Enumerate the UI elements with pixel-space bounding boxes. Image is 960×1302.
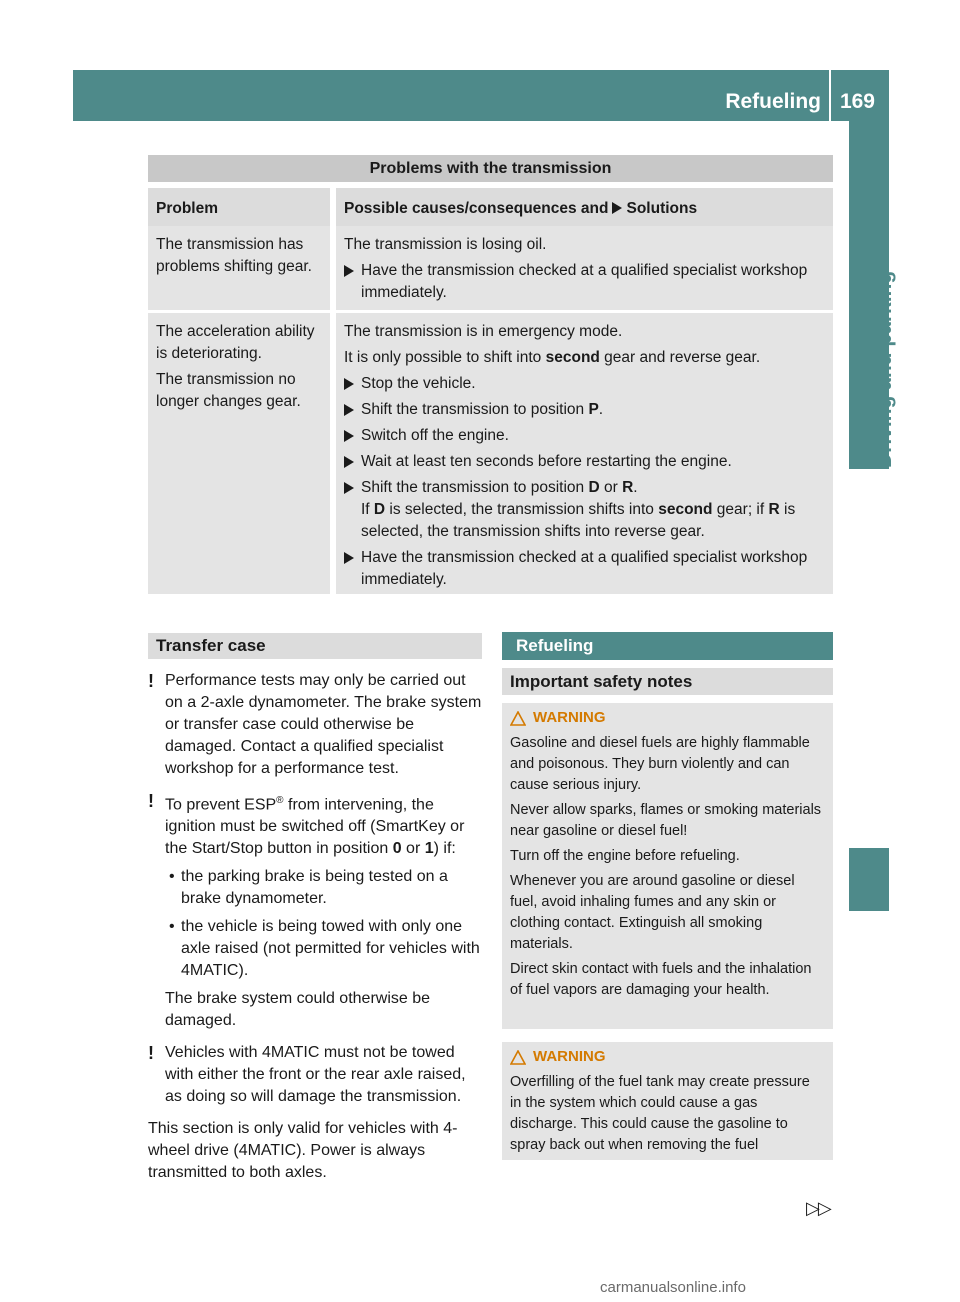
warning-triangle-icon [510,711,526,726]
action-step: Have the transmission checked at a qualified specialist workshop immediately. [344,547,825,591]
arrow-icon [612,202,622,214]
page-header [73,70,889,121]
footer-watermark: carmanualsonline.info [600,1279,746,1296]
warning-title: WARNING [533,709,606,726]
bullet-icon: • [169,868,175,886]
exclamation-icon: ! [148,1043,154,1064]
action-step: Wait at least ten seconds before restarting the engine. [344,451,825,473]
solution-cell: The transmission is losing oil. Have the transmission checked at a qualified specialist workshop immediately. [336,226,833,310]
notice: ! To prevent ESP® from intervening, the ignition must be switched off (SmartKey or the Start/Stop button in position 0 or 1) if: • the parking brake is being tested on a brake dynamometer. • the vehicle is being towed with only one axle raised (not permitted for vehicles with 4MATIC). The brake system could otherwise be damaged. [148,790,482,1032]
table-header-row [148,188,833,231]
action-step: Shift the transmission to position P. [344,399,825,421]
action-step: Have the transmission checked at a qualified specialist workshop immediately. [344,260,825,304]
notice: ! Performance tests may only be carried out on a 2-axle dynamometer. The brake system or transfer case could otherwise be damaged. Contact a qualified specialist workshop for a performance test. [148,671,482,777]
page-number: 169 [839,90,875,113]
header-divider [829,70,831,121]
arrow-icon [344,456,354,468]
warning-title: WARNING [533,1048,606,1065]
exclamation-icon: ! [148,671,154,691]
solution-cell: The transmission is in emergency mode. It is only possible to shift into second gear and reverse gear. Stop the vehicle. Shift the transmission to position P. Switch off the engine. Wait at least ten seconds before restarting the engine. Shift the transmission to position D or R. If D is selected, the transmission shifts into second gear; if R is selected, the transmission shifts into reverse gear. Have the transmission checked at a qualified specialist workshop immediately. [336,313,833,594]
transfer-case-body [148,670,482,1184]
list-item: • the parking brake is being tested on a brake dynamometer. [169,868,448,908]
warning-box: WARNING Gasoline and diesel fuels are highly flammable and poisonous. They burn violently and can cause serious injury. Never allow sparks, flames or smoking materials near gasoline or diesel fuel! Turn off the engine before refueling. Whenever you are around gasoline or diesel fuel, avoid inhaling fumes and any skin or clothing contact. Extinguish all smoking materials. Direct skin contact with fuels and the inhalation of fuel vapors are damaging your health. [502,703,833,1029]
arrow-icon [344,430,354,442]
exclamation-icon: ! [148,791,154,811]
warning-box: WARNING Overfilling of the fuel tank may create pressure in the system which could cause a gas discharge. This could cause the gasoline to spray back out when removing the fuel [502,1042,833,1160]
action-step: Switch off the engine. [344,425,825,447]
section-heading-transfer-case: Transfer case [148,633,482,659]
arrow-icon [344,404,354,416]
table-row [148,313,833,594]
header-title: Refueling [725,90,821,113]
problem-cell: The acceleration ability is deteriorating. The transmission no longer changes gear. [148,313,330,594]
arrow-icon [344,265,354,277]
action-step: Stop the vehicle. [344,373,825,395]
section-heading-refueling: Refueling [502,632,833,660]
arrow-icon [344,378,354,390]
continue-icon: ▷▷ [806,1198,830,1218]
arrow-icon [344,552,354,564]
column-header-solutions: Possible causes/consequences and Solutions [336,188,833,231]
side-marker [849,848,889,911]
side-tab-label: Driving and parking [873,270,896,468]
bullet-icon: • [169,918,175,936]
paragraph: This section is only valid for vehicles with 4-wheel drive (4MATIC). Power is always transmitted to both axles. [148,1120,458,1182]
table-row [148,226,833,310]
action-step: Shift the transmission to position D or R. If D is selected, the transmission shifts into second gear; if R is selected, the transmission shifts into reverse gear. [344,477,825,543]
column-header-problem: Problem [148,188,330,231]
problem-cell: The transmission has problems shifting gear. [148,226,330,310]
subsection-heading: Important safety notes [502,668,833,695]
list-item: • the vehicle is being towed with only one axle raised (not permitted for vehicles with 4MATIC). [169,918,480,980]
warning-triangle-icon [510,1050,526,1065]
table-title: Problems with the transmission [148,155,833,182]
arrow-icon [344,482,354,494]
notice: ! Vehicles with 4MATIC must not be towed with either the front or the rear axle raised, as doing so will damage the transmission. [148,1043,466,1106]
